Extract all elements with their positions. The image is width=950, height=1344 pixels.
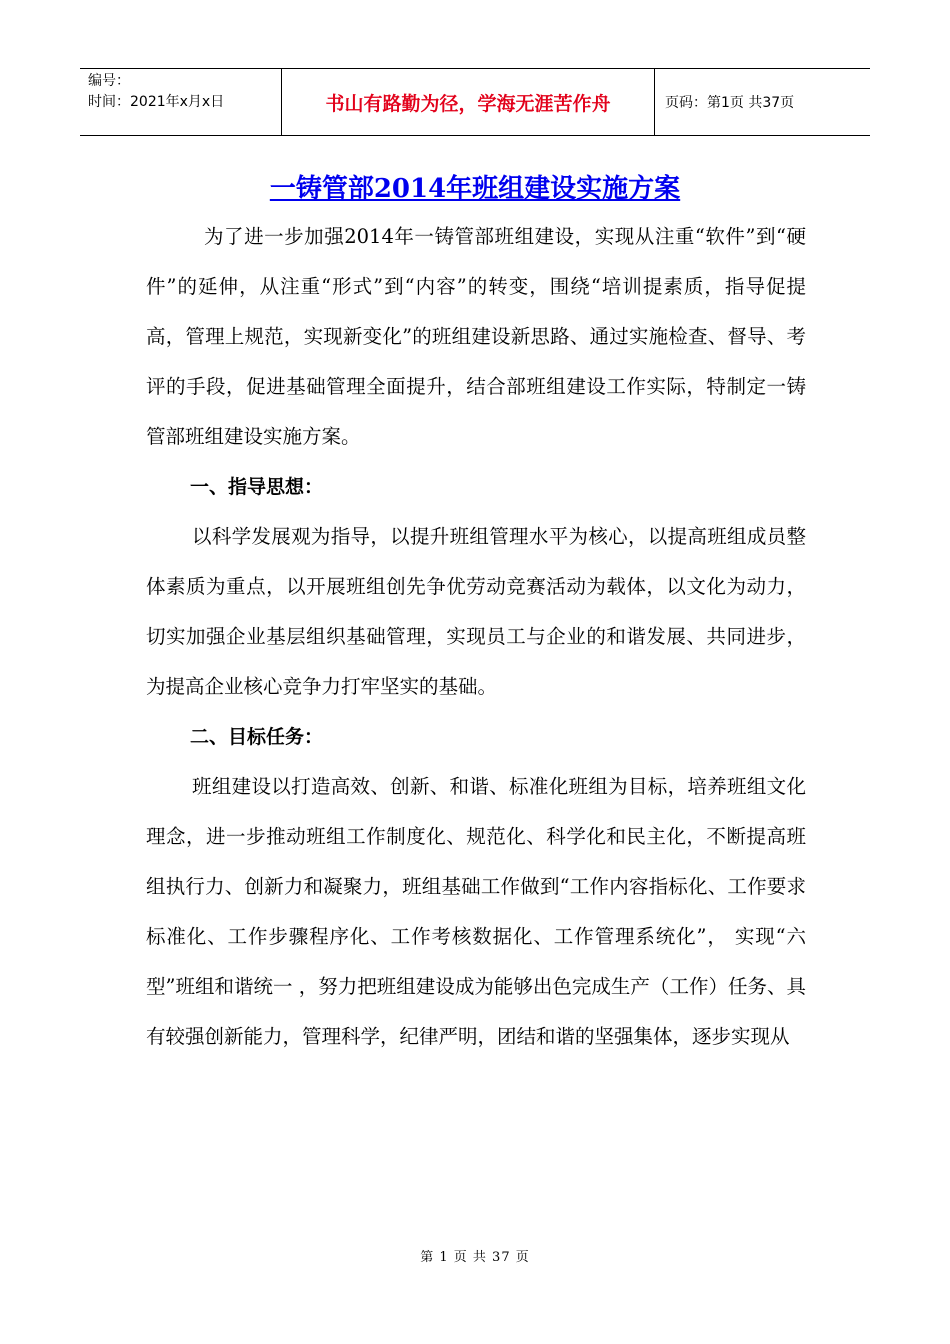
header-motto-cell [282, 69, 655, 135]
section-heading-guiding-ideology: 一、指导思想： [190, 476, 324, 498]
document-title[interactable]: 一铸管部2014年班组建设实施方案 [269, 174, 681, 204]
header-page-cell [655, 69, 870, 135]
time-label: 时间：2021年x月x日 [88, 94, 225, 110]
target-tasks-paragraph: 班组建设以打造高效、创新、和谐、标准化班组为目标，培养班组文化理念，进一步推动班组工作制度化、规范化、科学化和民主化，不断提高班组执行力、创新力和凝聚力，班组基础工作做到“工作内容指标化、工作要求标准化、工作步骤程序化、工作考核数据化、工作管理系统化”， 实现“六型”班组和谐统一 ，努力把班组建设成为能够出色完成生产（工作）任务、具有较强创新能力，管理科学，纪律严明，团结和谐的坚强集体，逐步实现从 [146, 775, 806, 1048]
page-info: 页码：第1页 共37页 [665, 95, 795, 111]
header-meta-cell [80, 69, 282, 135]
section-heading-target-tasks: 二、目标任务： [190, 726, 324, 748]
number-label: 编号： [88, 73, 130, 89]
guiding-ideology-paragraph: 以科学发展观为指导，以提升班组管理水平为核心，以提高班组成员整体素质为重点，以开展班组创先争优劳动竞赛活动为载体，以文化为动力，切实加强企业基层组织基础管理，实现员工与企业的和谐发展、共同进步，为提高企业核心竞争力打牢坚实的基础。 [146, 525, 806, 698]
header-table [80, 68, 870, 136]
intro-paragraph: 为了进一步加强2014年一铸管部班组建设，实现从注重“软件”到“硬件”的延伸，从注重“形式”到“内容”的转变，围绕“培训提素质，指导促提高，管理上规范，实现新变化”的班组建设新思路、通过实施检查、督导、考评的手段，促进基础管理全面提升，结合部班组建设工作实际，特制定一铸管部班组建设实施方案。 [146, 225, 806, 448]
page-footer: 第 1 页 共 37 页 [420, 1250, 530, 1265]
motto-text: 书山有路勤为径，学海无涯苦作舟 [325, 92, 611, 115]
document-body [146, 212, 806, 1062]
